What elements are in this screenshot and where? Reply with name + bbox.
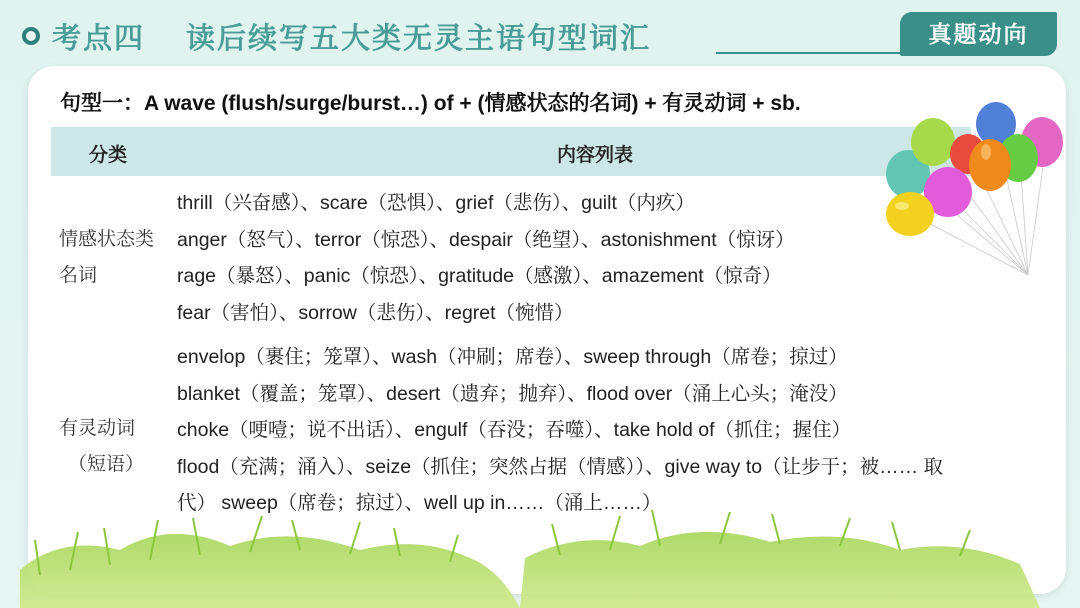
header-divider — [716, 52, 916, 54]
header-category: 分类 — [89, 145, 128, 166]
content-line: blanket（覆盖；笼罩）、desert（遗弃；抛弃）、flood over（涌上心头；淹没） — [177, 382, 848, 405]
sentence-pattern: 句型一：A wave (flush/surge/burst…) of + (情感状态的名词) + 有灵动词 + sb. — [60, 92, 801, 115]
tag-badge: 真题动向 — [900, 12, 1057, 56]
section-label: 考点四 — [52, 23, 146, 55]
balloon-icon — [886, 192, 934, 236]
content-line: envelop（裹住；笼罩）、wash（冲刷；席卷）、sweep through（席卷；掠过） — [177, 346, 848, 368]
table-header — [51, 127, 971, 176]
category-label: （短语） — [68, 454, 145, 475]
header-content: 内容列表 — [557, 145, 634, 166]
content-line: fear（害怕）、sorrow（悲伤）、regret（惋惜） — [177, 301, 574, 324]
bullet-dot-icon — [22, 27, 40, 45]
content-line: 代） sweep（席卷；掠过）、well up in……（涌上……） — [177, 492, 662, 514]
header — [0, 0, 1080, 66]
content-line: thrill（兴奋感）、scare（恐惧）、grief（悲伤）、guilt（内疚） — [177, 192, 695, 214]
content-line: flood（充满；涌入）、seize（抓住；突然占据（情感））、give way to（让步于；被…… 取 — [177, 455, 944, 478]
balloons-illustration — [878, 100, 1070, 280]
category-animate-verbs — [59, 411, 144, 483]
category-label: 名词 — [59, 265, 98, 286]
balloon-icon — [911, 118, 955, 166]
content-line: choke（哽噎；说不出话）、engulf（吞没；吞噬）、take hold of（抓住；握住） — [177, 419, 851, 441]
content-line: anger（怒气）、terror（惊恐）、despair（绝望）、astonishment（惊讶） — [177, 228, 795, 251]
page-title: 读后续写五大类无灵主语句型词汇 — [186, 23, 652, 55]
category-emotion-nouns — [59, 222, 154, 294]
balloon-icon — [969, 139, 1011, 191]
category-label: 情感状态类 — [59, 229, 155, 250]
grass-illustration — [0, 480, 1080, 608]
content-line: rage（暴怒）、panic（惊恐）、gratitude（感激）、amazement（惊奇） — [177, 265, 782, 287]
category-label: 有灵动词 — [59, 418, 136, 439]
